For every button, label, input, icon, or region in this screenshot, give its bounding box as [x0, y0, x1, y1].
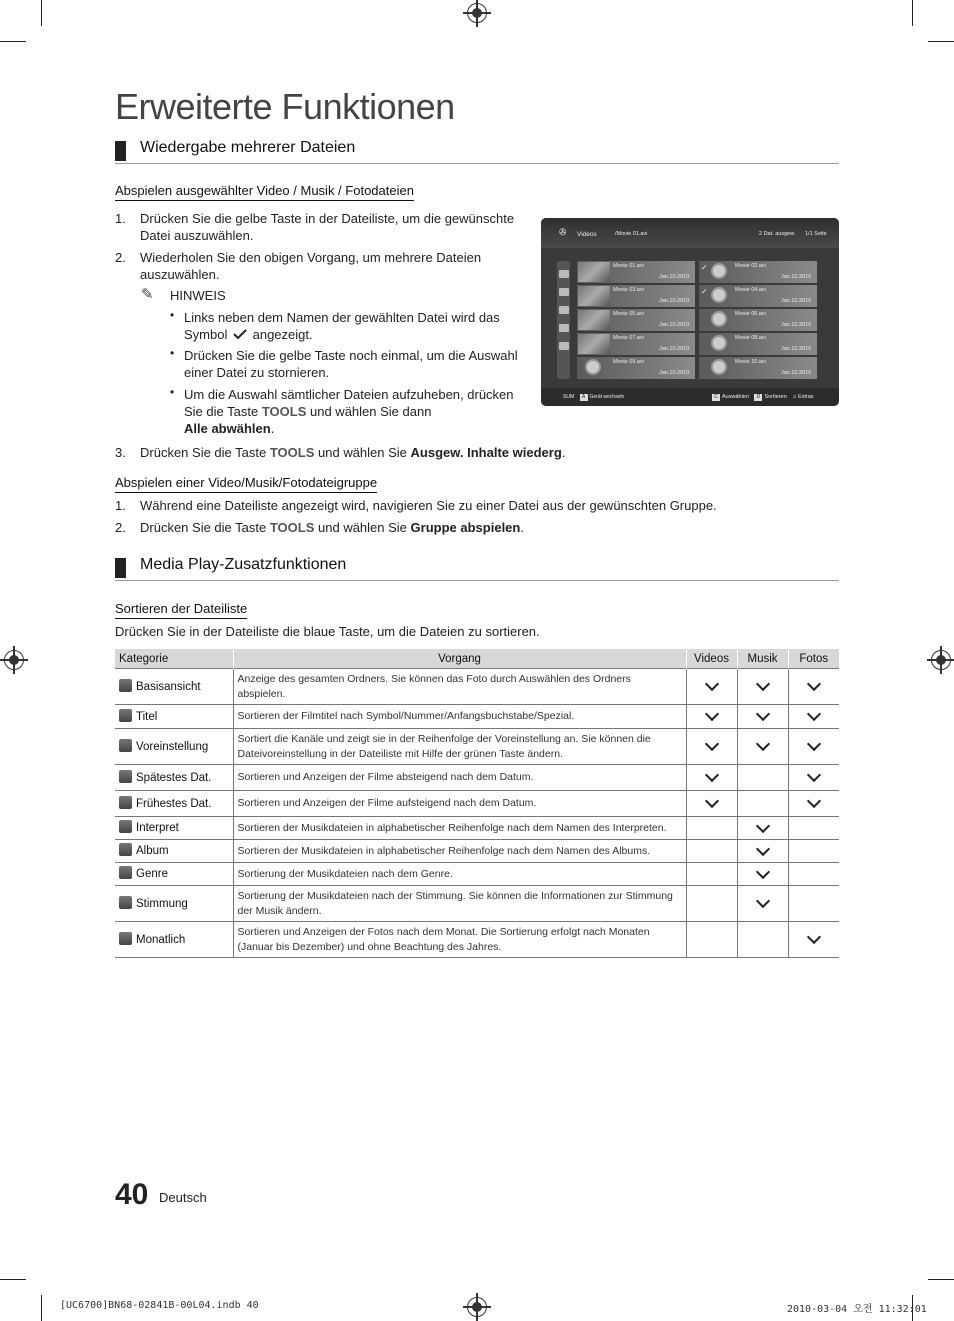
videos-cell	[686, 863, 737, 886]
footer-file-info: [UC6700]BN68-02841B-00L04.indb 40	[60, 1300, 259, 1311]
fotos-cell	[788, 765, 839, 791]
kategorie-cell	[115, 705, 233, 729]
category-icon	[119, 796, 132, 809]
tv-file-item	[699, 357, 817, 379]
step-text-part: Drücken Sie die Taste	[140, 520, 267, 535]
fotos-cell	[788, 886, 839, 922]
table-row	[115, 705, 839, 729]
checkmark-icon	[704, 707, 718, 721]
tv-file-item	[699, 333, 817, 355]
file-name: Movie 07.avi	[613, 335, 644, 341]
kategorie-label: Genre	[136, 868, 168, 881]
step-number: 1.	[115, 498, 126, 513]
musik-cell	[737, 669, 788, 705]
note-bullet-text: und wählen Sie dann	[310, 404, 432, 419]
note-bullet: Drücken Sie die gelbe Taste noch einmal, um die Auswahl einer Datei zu stornieren.	[184, 348, 518, 380]
kategorie-label: Stimmung	[136, 897, 188, 910]
videos-cell	[686, 669, 737, 705]
note-bullet: Um die Auswahl sämtlicher Dateien aufzuheben, drücken Sie die Taste TOOLS und wählen Sie dann Alle abwählen.	[184, 387, 514, 436]
vorgang-cell: Sortierung der Musikdateien nach dem Genre.	[233, 863, 686, 886]
checkmark-icon	[755, 737, 769, 751]
musik-cell	[737, 729, 788, 765]
musik-cell	[737, 765, 788, 791]
tv-header	[541, 218, 839, 248]
crop-mark	[928, 1279, 954, 1280]
note-bullet-text: Links neben dem Namen der gewählten Datei wird das Symbol	[184, 310, 500, 342]
vorgang-cell: Sortieren und Anzeigen der Filme absteigend nach dem Datum.	[233, 765, 686, 791]
videos-cell	[686, 765, 737, 791]
table-row	[115, 817, 839, 840]
section-heading	[115, 139, 839, 164]
heading-bar	[115, 558, 126, 578]
column-header-kategorie: Kategorie	[115, 649, 233, 669]
checkmark-icon	[807, 737, 821, 751]
file-name: Movie 09.avi	[613, 359, 644, 365]
checkmark-icon: ✓	[701, 263, 708, 272]
column-header-vorgang: Vorgang	[233, 649, 686, 669]
step-text: Drücken Sie die gelbe Taste in der Dateiliste, um die gewünschte Datei auszuwählen.	[140, 211, 515, 243]
step-text-part: und wählen Sie	[318, 520, 407, 535]
tv-sidebar	[557, 261, 570, 379]
kategorie-label: Basisansicht	[136, 680, 201, 693]
tools-icon: ♫	[792, 394, 797, 400]
file-date: Jan.10.2010	[659, 298, 690, 304]
subsection-title: Sortieren der Dateiliste	[115, 601, 247, 619]
category-icon	[119, 739, 132, 752]
page-title: Erweiterte Funktionen	[115, 86, 455, 127]
vorgang-cell: Sortieren der Musikdateien in alphabetischer Reihenfolge nach dem Namen des Interpreten.	[233, 817, 686, 840]
kategorie-label: Album	[136, 845, 169, 858]
kategorie-label: Frühestes Dat.	[136, 797, 212, 810]
extras-label: Extras	[797, 394, 814, 400]
step-text: Drücken Sie die Taste TOOLS und wählen Sie Gruppe abspielen.	[140, 520, 524, 535]
file-date: Jan.10.2010	[781, 322, 812, 328]
musik-cell	[737, 922, 788, 958]
checkmark-icon	[704, 737, 718, 751]
kategorie-cell	[115, 791, 233, 817]
kategorie-cell	[115, 729, 233, 765]
checkmark-icon	[755, 842, 769, 856]
vorgang-cell: Sortieren und Anzeigen der Fotos nach dem Monat. Die Sortierung erfolgt nach Monaten (Januar bis Dezember) und ohne Beachtung des Jahres.	[233, 922, 686, 958]
step-text: Wiederholen Sie den obigen Vorgang, um mehrere Dateien auszuwählen.	[140, 250, 482, 282]
file-name: Movie 06.avi	[735, 311, 766, 317]
checkmark-icon	[755, 707, 769, 721]
fotos-cell	[788, 840, 839, 863]
checkmark-icon	[807, 930, 821, 944]
crop-mark	[0, 1279, 26, 1280]
bullet-icon: •	[170, 385, 175, 399]
section-heading	[115, 556, 839, 581]
crop-mark	[41, 0, 42, 26]
registration-mark-icon	[931, 650, 951, 670]
film-reel-icon	[711, 287, 727, 303]
vorgang-cell: Sortiert die Kanäle und zeigt sie in der Reihenfolge der Voreinstellung an. Sie können die Dateivoreinstellung in der Dateiliste mit Hilfe der grünen Taste ändern.	[233, 729, 686, 765]
vorgang-cell: Sortieren und Anzeigen der Filme aufsteigend nach dem Datum.	[233, 791, 686, 817]
file-date: Jan.10.2010	[659, 370, 690, 376]
category-icon	[119, 932, 132, 945]
crop-mark	[41, 1295, 42, 1321]
column-header-fotos: Fotos	[788, 649, 839, 669]
file-name: Movie 02.avi	[735, 263, 766, 269]
title-icon	[559, 288, 569, 296]
video-thumbnail	[578, 310, 610, 330]
table-row	[115, 863, 839, 886]
film-reel-icon	[711, 359, 727, 375]
videos-cell	[686, 840, 737, 863]
tv-file-item	[577, 333, 695, 355]
bullet-icon: •	[170, 308, 175, 322]
checkmark-icon	[755, 865, 769, 879]
musik-cell	[737, 791, 788, 817]
step-text-part: Drücken Sie die Taste	[140, 445, 267, 460]
checkmark-icon	[807, 768, 821, 782]
registration-mark-icon	[467, 3, 487, 23]
step-number: 1.	[115, 211, 126, 226]
file-name: Movie 03.avi	[613, 287, 644, 293]
tv-file-item	[699, 261, 817, 283]
table-header-row	[115, 649, 839, 669]
tv-header-title: Videos	[577, 231, 597, 238]
category-icon	[119, 896, 132, 909]
crop-mark	[928, 41, 954, 42]
checkmark-icon	[807, 794, 821, 808]
videos-cell	[686, 886, 737, 922]
category-icon	[119, 820, 132, 833]
table-row	[115, 765, 839, 791]
subsection-title: Abspielen einer Video/Musik/Fotodateigruppe	[115, 475, 377, 493]
checkmark-icon	[704, 768, 718, 782]
tv-footer-hint	[563, 394, 624, 401]
file-date: Jan.10.2010	[781, 274, 812, 280]
calendar-icon	[559, 324, 569, 332]
step-number: 2.	[115, 250, 126, 265]
a-key: A	[580, 394, 588, 401]
checkmark-icon	[704, 794, 718, 808]
checkmark-icon	[807, 707, 821, 721]
step-number: 3.	[115, 445, 126, 460]
video-thumbnail	[578, 286, 610, 306]
tools-key-label: TOOLS	[269, 520, 315, 535]
kategorie-label: Spätestes Dat.	[136, 771, 212, 784]
tv-file-item	[699, 309, 817, 331]
checkmark-icon	[807, 677, 821, 691]
fotos-cell	[788, 705, 839, 729]
file-name: Movie 08.avi	[735, 335, 766, 341]
fotos-cell	[788, 863, 839, 886]
film-reel-icon	[711, 263, 727, 279]
file-name: Movie 01.avi	[613, 263, 644, 269]
tv-footer	[541, 388, 839, 406]
musik-cell	[737, 863, 788, 886]
checkmark-icon	[755, 819, 769, 833]
kategorie-label: Titel	[136, 710, 158, 723]
kategorie-cell	[115, 765, 233, 791]
crop-mark	[0, 41, 26, 42]
videos-cell	[686, 791, 737, 817]
musik-cell	[737, 817, 788, 840]
videos-icon: ✇	[559, 227, 567, 237]
tv-file-item	[699, 285, 817, 307]
vorgang-cell: Sortieren der Musikdateien in alphabetischer Reihenfolge nach dem Namen des Albums.	[233, 840, 686, 863]
fotos-cell	[788, 922, 839, 958]
table-row	[115, 886, 839, 922]
step-text: Während eine Dateiliste angezeigt wird, navigieren Sie zu einer Datei aus der gewünschten Gruppe.	[140, 498, 717, 513]
file-name: Movie 05.avi	[613, 311, 644, 317]
checkmark-icon	[233, 329, 247, 340]
step-text: Drücken Sie die Taste TOOLS und wählen Sie Ausgew. Inhalte wiederg.	[140, 445, 566, 460]
vorgang-cell: Sortieren der Filmtitel nach Symbol/Nummer/Anfangsbuchstabe/Spezial.	[233, 705, 686, 729]
videos-cell	[686, 922, 737, 958]
film-reel-icon	[711, 335, 727, 351]
tools-key-label: TOOLS	[269, 445, 315, 460]
note-bullet-text: Um die Auswahl sämtlicher Dateien aufzuheben, drücken Sie die Taste	[184, 387, 514, 419]
menu-option: Gruppe abspielen	[410, 520, 521, 535]
d-key: D	[754, 394, 762, 401]
sort-table	[115, 649, 839, 958]
video-thumbnail	[578, 262, 610, 282]
category-icon	[119, 866, 132, 879]
note-bullet-text: angezeigt.	[252, 327, 313, 342]
kategorie-cell	[115, 922, 233, 958]
crop-mark	[912, 0, 913, 26]
film-reel-icon	[711, 311, 727, 327]
category-icon	[119, 843, 132, 856]
checkmark-icon	[755, 894, 769, 908]
checkmark-icon: ✓	[701, 287, 708, 296]
file-date: Jan.10.2010	[781, 346, 812, 352]
column-header-videos: Videos	[686, 649, 737, 669]
section-heading-text: Media Play-Zusatzfunktionen	[140, 556, 347, 573]
file-date: Jan.10.2010	[781, 298, 812, 304]
kategorie-cell	[115, 669, 233, 705]
pencil-note-icon: ✎	[141, 286, 154, 303]
menu-option: Ausgew. Inhalte wiederg	[410, 445, 562, 460]
intro-text: Drücken Sie in der Dateiliste die blaue Taste, um die Dateien zu sortieren.	[115, 624, 540, 639]
section-heading-text: Wiedergabe mehrerer Dateien	[140, 139, 356, 156]
table-row	[115, 729, 839, 765]
registration-mark-icon	[467, 1297, 487, 1317]
tv-file-item	[577, 261, 695, 283]
menu-option: Alle abwählen	[184, 421, 271, 436]
tv-file-item	[577, 357, 695, 379]
musik-cell	[737, 886, 788, 922]
vorgang-cell: Sortierung der Musikdateien nach der Stimmung. Sie können die Informationen zur Stimmung der Musik ändern.	[233, 886, 686, 922]
select-label: Auswählen	[722, 394, 749, 400]
tv-header-selected: 2 Dat. ausgew.	[759, 231, 796, 237]
kategorie-label: Voreinstellung	[136, 740, 209, 753]
table-row	[115, 840, 839, 863]
fotos-cell	[788, 791, 839, 817]
file-date: Jan.10.2010	[659, 346, 690, 352]
footer-timestamp: 2010-03-04 오전 11:32:01	[787, 1304, 927, 1315]
sum-label: SUM	[563, 394, 575, 400]
file-date: Jan.10.2010	[781, 370, 812, 376]
musik-cell	[737, 840, 788, 863]
table-row	[115, 791, 839, 817]
film-reel-icon	[585, 359, 601, 375]
folder-icon	[559, 270, 569, 278]
note-label: HINWEIS	[170, 288, 226, 303]
tv-file-item	[577, 285, 695, 307]
videos-cell	[686, 817, 737, 840]
language-label: Deutsch	[159, 1190, 207, 1205]
kategorie-label: Interpret	[136, 822, 179, 835]
category-icon	[119, 709, 132, 722]
musik-cell	[737, 705, 788, 729]
step-text-part: und wählen Sie	[318, 445, 407, 460]
fotos-cell	[788, 729, 839, 765]
video-thumbnail	[578, 334, 610, 354]
kategorie-label: Monatlich	[136, 933, 186, 946]
step-number: 2.	[115, 520, 126, 535]
file-date: Jan.10.2010	[659, 322, 690, 328]
file-name: Movie 04.avi	[735, 287, 766, 293]
vorgang-cell: Anzeige des gesamten Ordners. Sie können das Foto durch Auswählen des Ordners abspielen.	[233, 669, 686, 705]
file-date: Jan.10.2010	[659, 274, 690, 280]
kategorie-cell	[115, 863, 233, 886]
page-number: 40	[115, 1178, 149, 1211]
registration-mark-icon	[4, 650, 24, 670]
tv-footer-actions	[712, 394, 814, 401]
calendar-icon	[559, 306, 569, 314]
fotos-cell	[788, 817, 839, 840]
tv-screenshot	[541, 218, 839, 406]
subsection-title: Abspielen ausgewählter Video / Musik / Fotodateien	[115, 183, 414, 201]
videos-cell	[686, 729, 737, 765]
category-icon	[119, 679, 132, 692]
file-name: Movie 10.avi	[735, 359, 766, 365]
c-key: C	[712, 394, 720, 401]
note-bullet	[184, 309, 514, 343]
kategorie-cell	[115, 840, 233, 863]
kategorie-cell	[115, 886, 233, 922]
category-icon	[119, 770, 132, 783]
device-change-label: Gerät wechseln	[589, 394, 625, 400]
tv-header-path: /Movie 01.avi	[615, 231, 648, 237]
sort-label: Sortieren	[764, 394, 787, 400]
bullet-icon: •	[170, 346, 175, 360]
column-header-musik: Musik	[737, 649, 788, 669]
heading-bar	[115, 141, 126, 161]
kategorie-cell	[115, 817, 233, 840]
tools-key-label: TOOLS	[261, 404, 307, 419]
tv-file-item	[577, 309, 695, 331]
table-row	[115, 922, 839, 958]
star-icon	[559, 342, 569, 350]
table-row	[115, 669, 839, 705]
checkmark-icon	[755, 677, 769, 691]
videos-cell	[686, 705, 737, 729]
fotos-cell	[788, 669, 839, 705]
tv-header-page: 1/1 Seite	[805, 231, 827, 237]
checkmark-icon	[704, 677, 718, 691]
